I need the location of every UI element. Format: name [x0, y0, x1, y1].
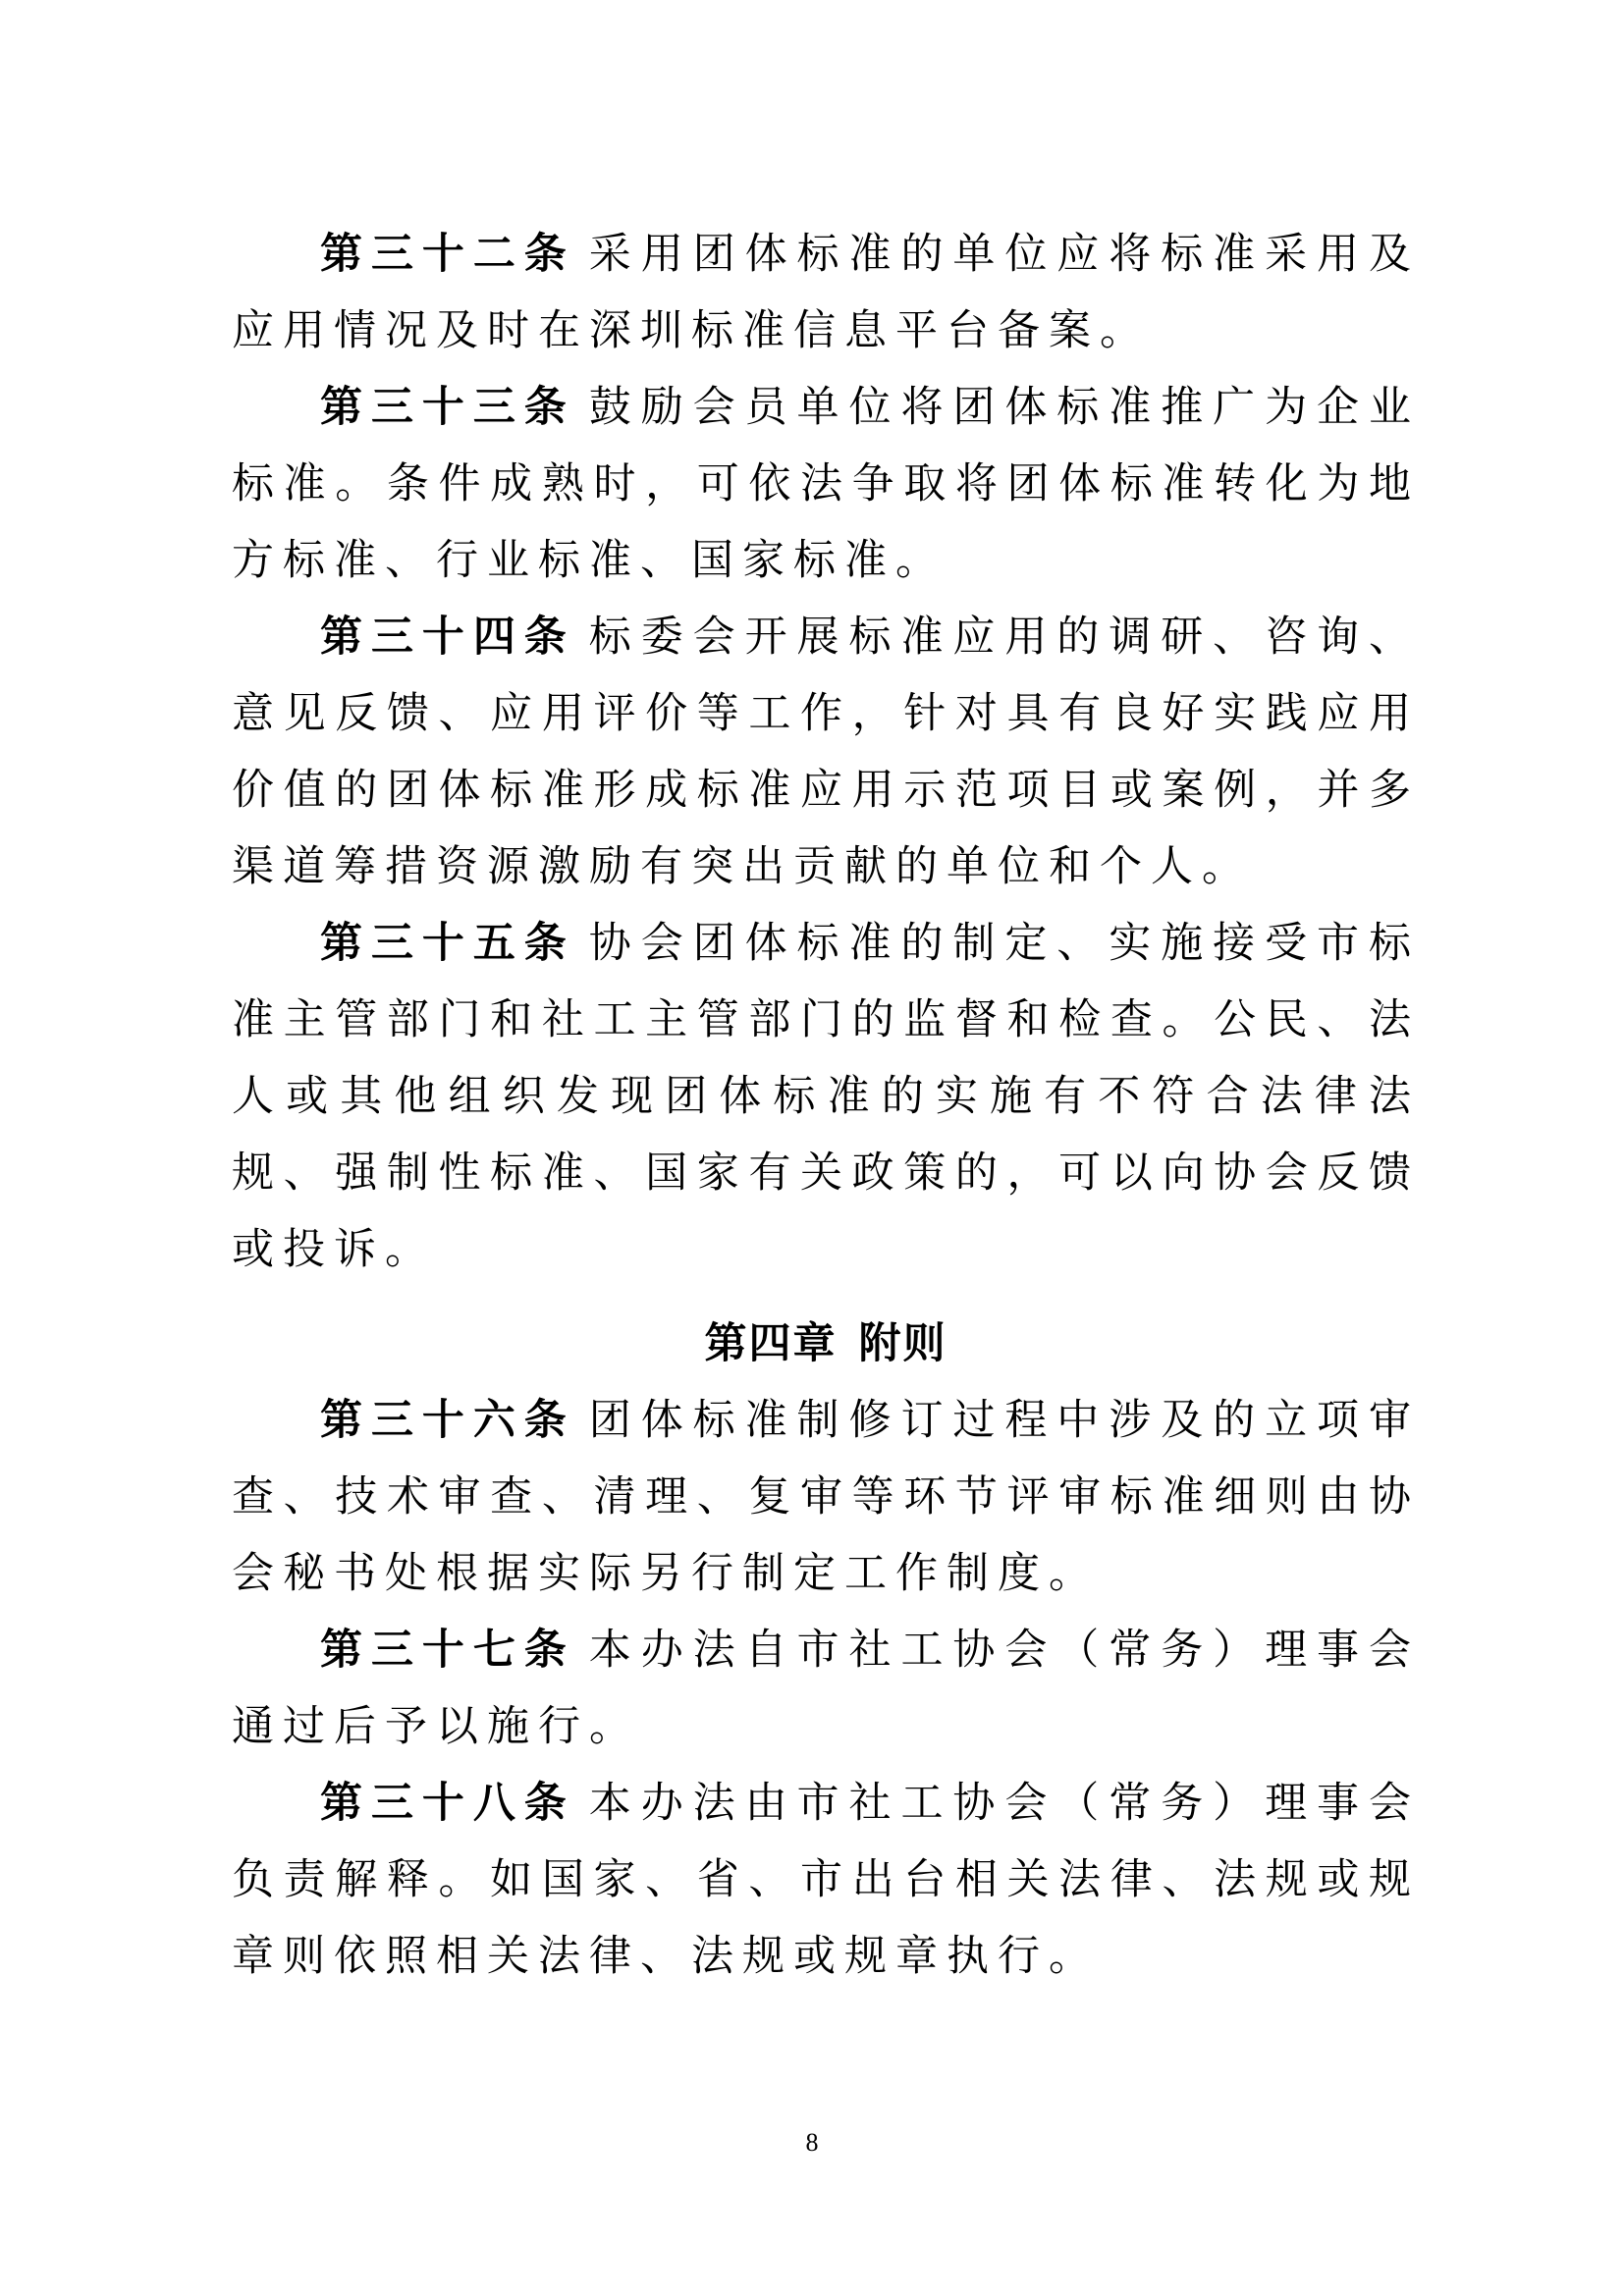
article-number: 第三十六条: [320, 1396, 575, 1445]
article-number: 第三十五条: [320, 919, 575, 968]
page-number: 8: [805, 2128, 819, 2157]
chapter-heading: [232, 1306, 1420, 1382]
article-number: 第三十八条: [320, 1779, 575, 1828]
article-35: [232, 905, 1420, 1288]
article-37: [232, 1612, 1420, 1765]
article-text: 本办法自市社工协会（常务）理事会通过后予以施行。: [232, 1626, 1420, 1751]
article-number: 第三十三条: [320, 383, 575, 432]
chapter-number: 第四章: [704, 1319, 838, 1368]
article-number: 第三十四条: [320, 613, 575, 662]
article-34: [232, 599, 1420, 905]
article-text: 鼓励会员单位将团体标准推广为企业标准。条件成熟时，可依法争取将团体标准转化为地方标准、行业标准、国家标准。: [232, 383, 1420, 585]
article-text: 本办法由市社工协会（常务）理事会负责解释。如国家、省、市出台相关法律、法规或规章则依照相关法律、法规或规章执行。: [232, 1779, 1420, 1981]
article-33: [232, 369, 1420, 599]
article-number: 第三十七条: [320, 1626, 575, 1675]
article-text: 团体标准制修订过程中涉及的立项审查、技术审查、清理、复审等环节评审标准细则由协会秘书处根据实际另行制定工作制度。: [232, 1396, 1420, 1598]
article-text: 协会团体标准的制定、实施接受市标准主管部门和社工主管部门的监督和检查。公民、法人或其他组织发现团体标准的实施有不符合法律法规、强制性标准、国家有关政策的，可以向协会反馈或投诉。: [232, 919, 1420, 1274]
document-body: [232, 216, 1420, 1995]
chapter-title: 附则: [858, 1319, 947, 1368]
article-36: [232, 1382, 1420, 1612]
article-number: 第三十二条: [320, 230, 575, 279]
article-text: 标委会开展标准应用的调研、咨询、意见反馈、应用评价等工作，针对具有良好实践应用价值的团体标准形成标准应用示范项目或案例，并多渠道筹措资源激励有突出贡献的单位和个人。: [232, 613, 1420, 891]
article-38: [232, 1765, 1420, 1995]
article-32: [232, 216, 1420, 369]
article-text: 采用团体标准的单位应将标准采用及应用情况及时在深圳标准信息平台备案。: [232, 230, 1420, 355]
